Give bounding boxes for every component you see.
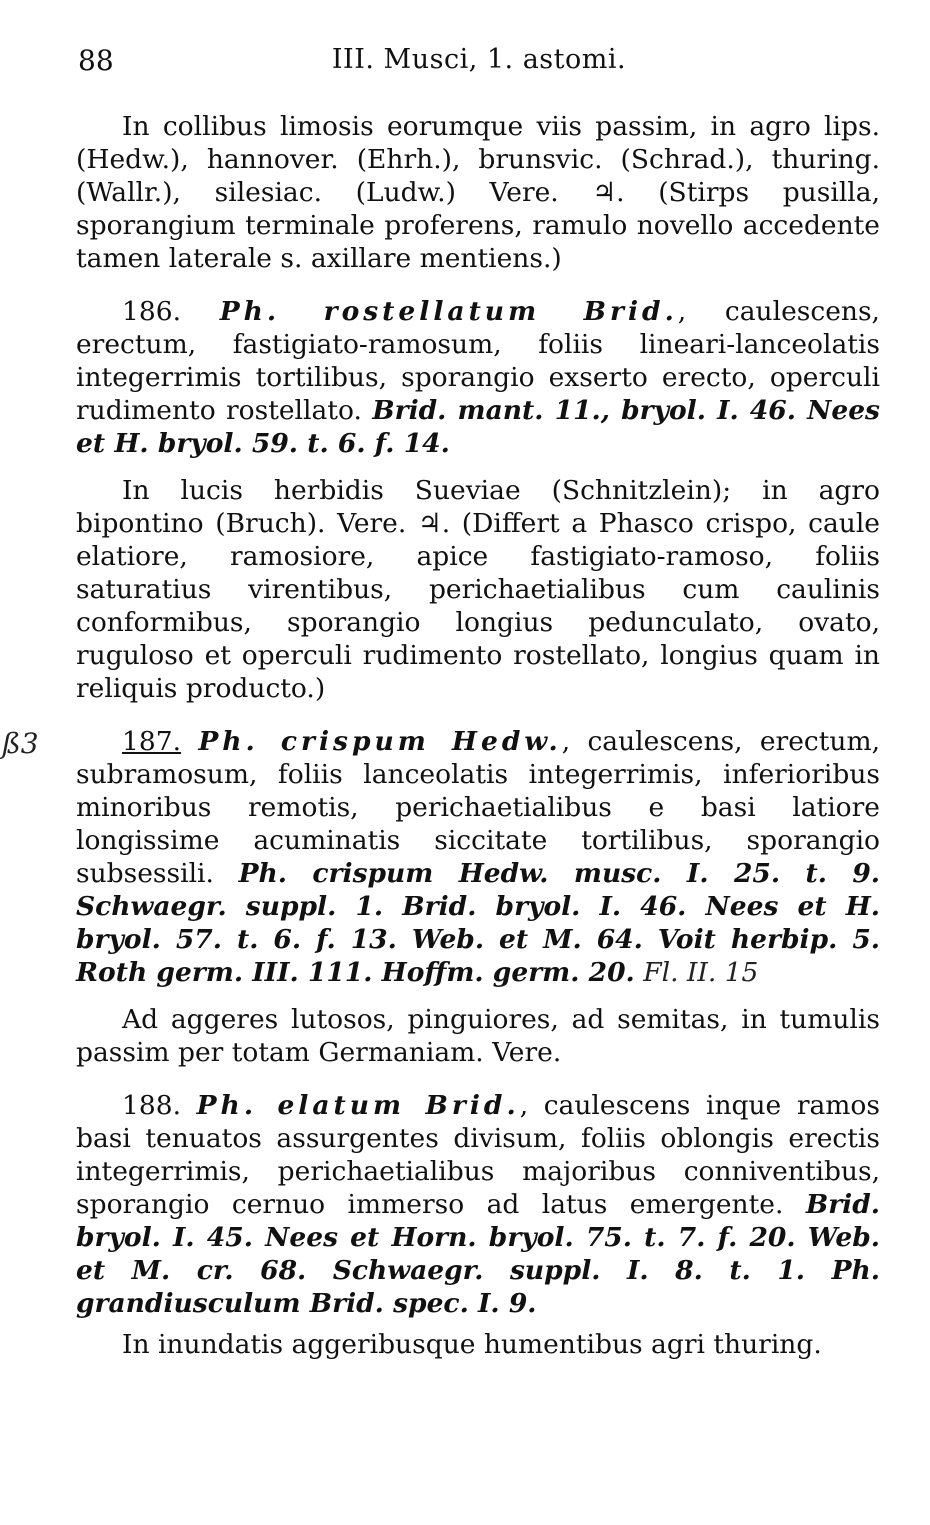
margin-annotation: ß3 xyxy=(2,727,39,760)
entry-188-habitat: In inundatis aggeribusque humentibus agri thuring. xyxy=(122,1329,822,1360)
species-description: , caulescens, erectum, fastigiato-ramosum, foliis lineari-lanceolatis integerrimis tortilibus, sporangio exserto erecto, operculi rudimento rostellato. xyxy=(76,296,880,426)
entry-number: 186. xyxy=(122,296,182,327)
entry-186 xyxy=(76,295,880,460)
species-name: Ph. crispum Hedw. xyxy=(198,726,562,757)
page-body xyxy=(76,110,880,1361)
entry-186-habitat: In lucis herbidis Sueviae (Schnitzlein); in agro bipontino (Bruch). Vere. ♃. (Differt a Phasco crispo, caule elatiore, ramosiore, apice fastigiato-ramoso, foliis saturatius virentibus, perichaetialibus cum caulinis conformibus, sporangio longius pedunculato, ovato, ruguloso et operculi rudimento rostellato, longius quam in reliquis producto.) xyxy=(76,475,880,704)
species-name: Ph. rostellatum Brid. xyxy=(219,296,678,327)
page-header xyxy=(78,44,880,84)
handwritten-annotation: Fl. II. 15 xyxy=(643,957,759,988)
entry-187-habitat: Ad aggeres lutosos, pinguiores, ad semitas, in tumulis passim per totam Germaniam. Vere. xyxy=(76,1004,880,1068)
paragraph-habitat-prev: In collibus limosis eorumque viis passim, in agro lips. (Hedw.), hannover. (Ehrh.), brunsvic. (Schrad.), thuring. (Wallr.), silesiac. (Ludw.) Vere. ♃. (Stirps pusilla, sporangium terminale proferens, ramulo novello accedente tamen laterale s. axillare mentiens.) xyxy=(76,111,880,274)
running-head: III. Musci, 1. astomi. xyxy=(331,44,627,75)
entry-187 xyxy=(76,725,880,989)
species-references: Brid. mant. 11., bryol. I. 46. Nees et H. bryol. 59. t. 6. f. 14. xyxy=(76,395,880,459)
entry-number: 188. xyxy=(122,1090,182,1121)
species-references: Brid. bryol. I. 45. Nees et Horn. bryol. 75. t. 7. f. 20. Web. et M. cr. 68. Schwaegr. suppl. I. 8. t. 1. Ph. grandiusculum Brid. spec. I. 9. xyxy=(76,1189,880,1319)
species-name: Ph. elatum Brid. xyxy=(196,1090,520,1121)
species-description: , caulescens inque ramos basi tenuatos assurgentes divisum, foliis oblongis erectis integerrimis, perichaetialibus majoribus conniventibus, sporangio cernuo immerso ad latus emergente. xyxy=(76,1090,880,1220)
species-references: Ph. crispum Hedw. musc. I. 25. t. 9. Schwaegr. suppl. 1. Brid. bryol. I. 46. Nees et H. bryol. 57. t. 6. f. 13. Web. et M. 64. Voit herbip. 5. Roth germ. III. 111. Hoffm. germ. 20. xyxy=(76,858,880,988)
entry-188 xyxy=(76,1089,880,1320)
page-number: 88 xyxy=(78,44,114,77)
entry-number: 187. xyxy=(122,726,182,757)
species-description: , caulescens, erectum, subramosum, foliis lanceolatis integerrimis, inferioribus minoribus remotis, perichaetialibus e basi latiore longissime acuminatis siccitate tortilibus, sporangio subsessili. xyxy=(76,726,880,889)
